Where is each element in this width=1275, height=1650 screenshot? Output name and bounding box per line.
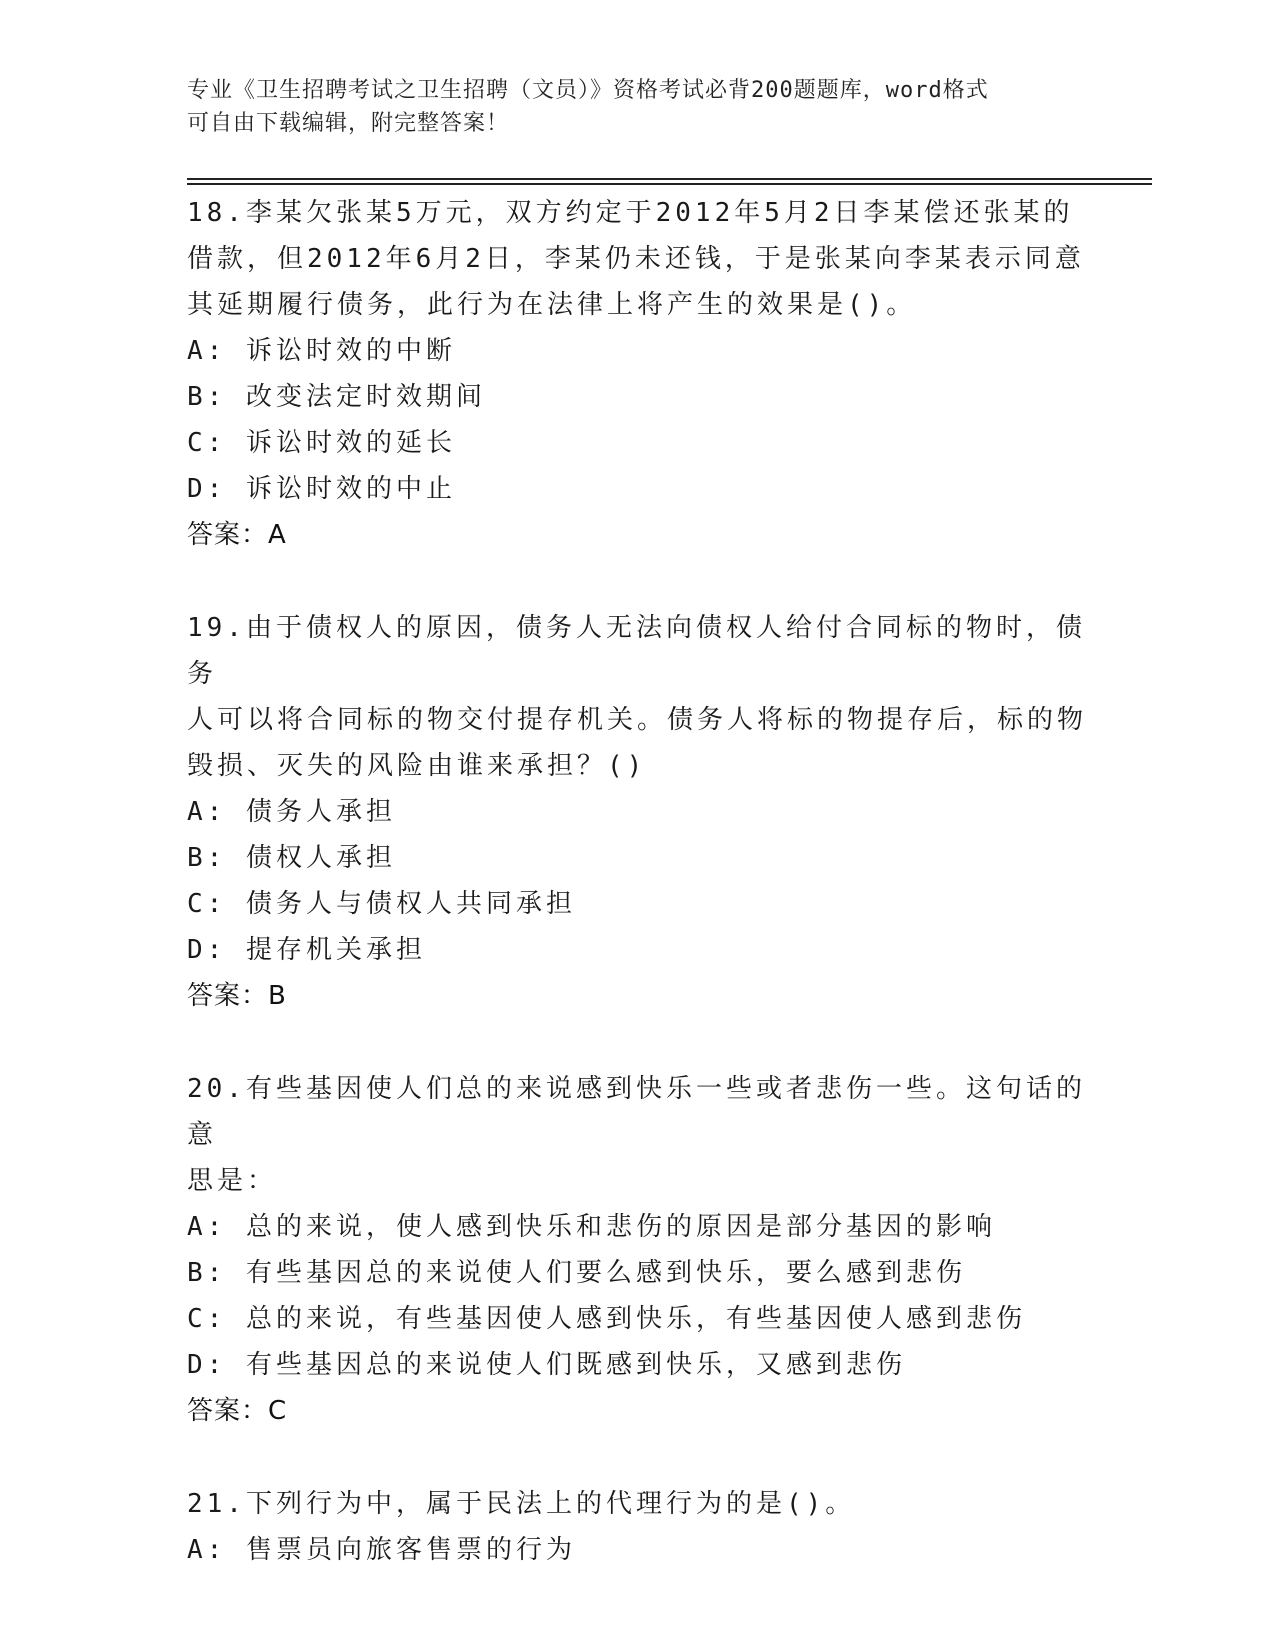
question-stem [187,1066,1087,1204]
option-b: B: 改变法定时效期间 [187,382,486,412]
answer: 答案：A [187,520,287,550]
document-header [187,74,1067,140]
question-19 [187,605,1087,1019]
question-line: 18.李某欠张某5万元，双方约定于2012年5月2日李某偿还张某的 [187,198,1074,228]
header-divider-bottom [187,183,1152,185]
header-line-2: 可自由下载编辑，附完整答案！ [187,111,510,136]
question-stem [187,190,1087,328]
question-line: 毁损、灭失的风险由谁来承担？() [187,751,647,781]
option-a: A: 诉讼时效的中断 [187,336,456,366]
answer: 答案：C [187,1396,288,1426]
question-line: 借款，但2012年6月2日，李某仍未还钱，于是张某向李某表示同意 [187,244,1085,274]
option-d: D: 诉讼时效的中止 [187,474,456,504]
option-a: A: 售票员向旅客售票的行为 [187,1535,576,1565]
question-list [187,190,1087,1620]
question-18 [187,190,1087,558]
question-line: 其延期履行债务，此行为在法律上将产生的效果是()。 [187,290,917,320]
question-line: 20.有些基因使人们总的来说感到快乐一些或者悲伤一些。这句话的意 [187,1074,1086,1150]
question-stem [187,605,1087,789]
option-c: C: 债务人与债权人共同承担 [187,889,576,919]
question-line: 19.由于债权人的原因，债务人无法向债权人给付合同标的物时，债务 [187,613,1086,689]
question-21 [187,1481,1087,1573]
option-a: A: 总的来说，使人感到快乐和悲伤的原因是部分基因的影响 [187,1212,996,1242]
option-b: B: 有些基因总的来说使人们要么感到快乐，要么感到悲伤 [187,1258,966,1288]
question-line: 21.下列行为中，属于民法上的代理行为的是()。 [187,1489,856,1519]
option-b: B: 债权人承担 [187,843,396,873]
option-d: D: 有些基因总的来说使人们既感到快乐，又感到悲伤 [187,1350,906,1380]
header-divider-top [187,178,1152,180]
header-line-1: 专业《卫生招聘考试之卫生招聘（文员）》资格考试必背200题题库，word格式 [187,78,989,103]
question-line: 思是： [187,1166,278,1196]
option-c: C: 诉讼时效的延长 [187,428,456,458]
question-20 [187,1066,1087,1434]
option-a: A: 债务人承担 [187,797,396,827]
question-stem [187,1481,1087,1527]
option-d: D: 提存机关承担 [187,935,426,965]
answer: 答案：B [187,981,287,1011]
question-line: 人可以将合同标的物交付提存机关。债务人将标的物提存后，标的物 [187,705,1088,735]
option-c: C: 总的来说，有些基因使人感到快乐，有些基因使人感到悲伤 [187,1304,1026,1334]
